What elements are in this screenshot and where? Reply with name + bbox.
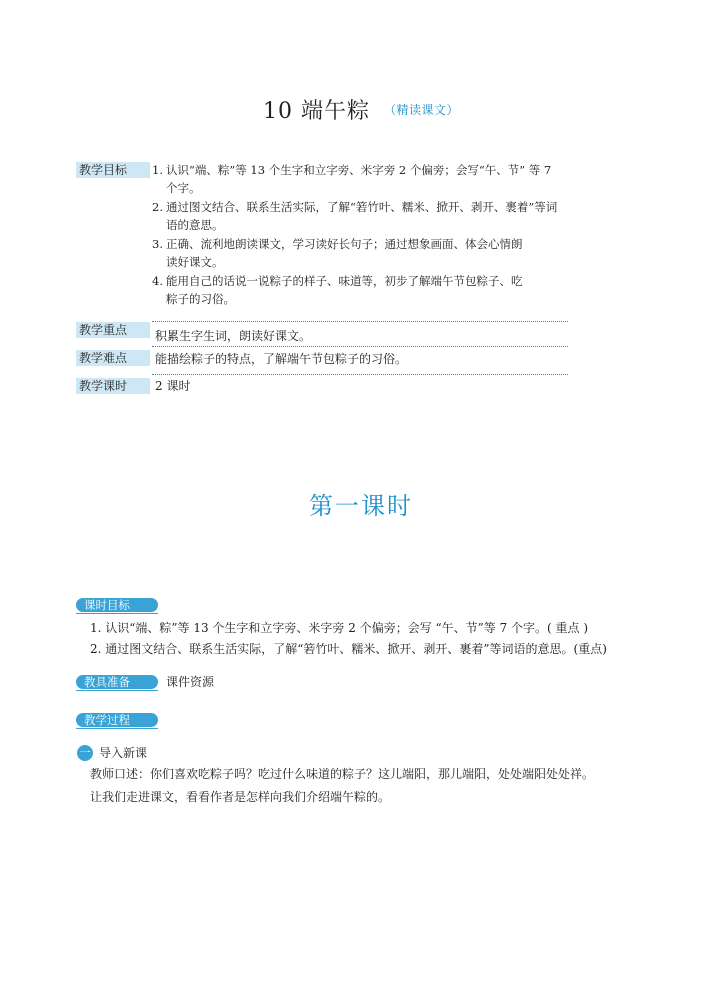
objectives-label: 课时目标	[76, 598, 158, 612]
objective-item: 1. 认识“端、粽”等 13 个生字和立字旁、米字旁 2 个偏旁；会写 “午、节”等 7 个字。( 重点 )	[90, 621, 589, 635]
key-point-label: 教学重点	[76, 322, 150, 338]
key-point-text: 积累生字生词，朗读好课文。	[155, 329, 312, 343]
divider	[152, 321, 568, 322]
goal-item: 2. 通过图文结合、联系生活实际，了解“箬竹叶、糯米、掀开、剥开、裹着”等词 语的意思。	[152, 200, 558, 232]
step-number-badge: 一	[77, 745, 93, 761]
lesson-type-tag: （精读课文）	[383, 103, 459, 117]
hours-label: 教学课时	[76, 378, 150, 394]
goals-label: 教学目标	[76, 162, 150, 178]
divider	[152, 346, 568, 347]
difficulty-label: 教学难点	[76, 350, 150, 366]
lesson-title: 10 端午粽	[262, 99, 370, 124]
goal-item: 1. 认识“端、粽”等 13 个生字和立字旁、米字旁 2 个偏旁；会写“午、节” 等 7 个字。	[152, 163, 552, 195]
lesson-title-block	[0, 94, 722, 125]
goal-item: 3. 正确、流利地朗读课文，学习读好长句子；通过想象画面、体会心情朗 读好课文。	[152, 237, 523, 269]
tools-text: 课件资源	[166, 675, 215, 689]
goals-list	[152, 161, 592, 308]
step-paragraph-line: 教师口述：你们喜欢吃粽子吗？吃过什么味道的粽子？这儿端阳，那儿端阳，处处端阳处处祥。	[90, 767, 595, 781]
objective-item: 2. 通过图文结合、联系生活实际，了解“箬竹叶、糯米、掀开、剥开、裹着”等词语的意思。(重点)	[90, 642, 607, 656]
process-label: 教学过程	[76, 713, 158, 727]
tools-label: 教具准备	[76, 675, 158, 689]
divider	[152, 374, 568, 375]
step-title: 导入新课	[99, 746, 148, 760]
goal-item: 4. 能用自己的话说一说粽子的样子、味道等，初步了解端午节包粽子、吃 粽子的习俗。	[152, 274, 523, 306]
step-paragraph-line: 让我们走进课文，看看作者是怎样向我们介绍端午粽的。	[90, 790, 391, 804]
difficulty-text: 能描绘粽子的特点，了解端午节包粽子的习俗。	[155, 352, 408, 366]
period-title: 第一课时	[309, 492, 413, 520]
hours-text: 2 课时	[155, 379, 191, 393]
